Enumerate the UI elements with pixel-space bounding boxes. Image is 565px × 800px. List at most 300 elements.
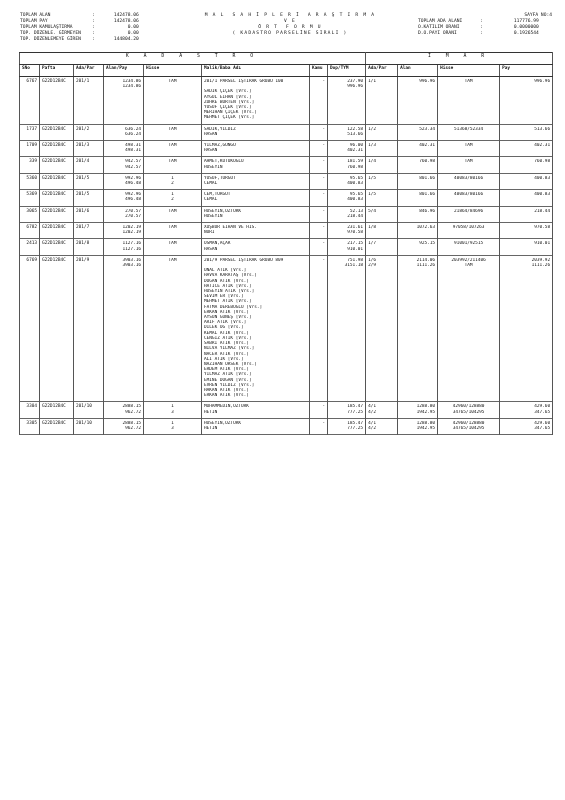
cell-alanpay [104,223,144,239]
cell-adapar: 201/10 [74,402,104,418]
summary-colon: : [480,19,483,24]
cell-kamu: - [310,190,328,206]
cell-sno: 3065 [20,206,40,222]
cell-hisse [144,418,202,434]
cell-line: ZÜHRE BURTEN [Vrs.] [204,99,255,105]
cell-hisse [144,77,202,125]
cell-line: HÜSEYİN,ÖZTÜRK [204,420,242,426]
cell-line: NAZİHAN ÖRSEK [Vrs.] [204,361,257,367]
cell-hisse [144,402,202,418]
cell-line: 2 [171,197,174,203]
cell-imar-adapar [366,173,398,189]
summary-line [418,31,552,37]
summary-colon: : [92,37,95,42]
cell-line: 400.83 [534,175,551,181]
column-header: Pay [500,65,553,77]
cell-imar-alan [398,157,438,173]
cell-line: 1/1 [368,79,377,84]
cell-line: 400.83 [534,192,551,198]
cell-line: 34765/104295 [452,409,485,415]
column-header: Hisse [144,65,202,77]
column-header: Kamu [310,65,328,77]
column-header: Malik/Baba Adı [202,65,310,77]
cell-imar-pay [500,223,553,239]
cell-line: ERDEM ATİK [Vrs.] [204,367,249,373]
cell-hisse [144,141,202,157]
cell-line: 1288.80 [416,420,436,426]
ownership-table [19,52,553,435]
cell-line: 181.59 [347,159,364,165]
cell-dop [328,255,366,401]
cell-line: 513.66 [534,126,551,132]
table-row [20,141,553,157]
cell-line: CEM,TURGUT [204,192,231,198]
cell-line: 751.98 [347,257,364,263]
cell-line: TAM [168,159,177,165]
cell-dop [328,418,366,434]
cell-pafta: G22D12B4C [40,255,74,401]
cell-line: NİLVA YILMAZ [Vrs.] [204,346,255,352]
cell-adapar: 201/4 [74,157,104,173]
cell-line: 201/9 PARSEL İŞTİRAK GRUBU 809 [204,257,284,263]
cell-kamu: - [310,157,328,173]
cell-line: 42960/128880 [452,420,485,426]
cell-pafta: G22D12B4C [40,239,74,255]
column-header: Alan [398,65,438,77]
cell-malik [202,255,310,401]
cell-hisse [144,190,202,206]
cell-line: TAM [464,143,473,149]
cell-line: 636.24 [125,126,141,132]
cell-line: 51368/52334 [454,126,484,132]
cell-alanpay [104,239,144,255]
cell-line: 3903.16 [122,257,141,263]
table-row [20,157,553,173]
cell-line: HASAN [204,148,218,154]
cell-imar-pay [500,190,553,206]
cell-line: TAM [168,208,177,214]
cell-line: XUŞBÜR EİHAN VE HİS. [204,225,257,231]
cell-line: 970.58 [347,230,364,236]
cell-kamu: - [310,173,328,189]
cell-sno: 3305 [20,418,40,434]
cell-line: MERİHAN ÇİÇEK [Vrs.] [204,110,257,116]
cell-line: 2114.06 [416,257,436,263]
cell-line: 400.83 [347,197,364,203]
cell-line: 1/7 [368,241,377,247]
summary-value: 0.1926544 [513,31,539,36]
cell-kamu: - [310,402,328,418]
title-line: ( KADASTRO PARSELİNE SIRALI ) [232,31,348,36]
cell-adapar: 201/1 [74,77,104,125]
cell-dop [328,223,366,239]
table-row [20,402,553,418]
cell-imar-pay [500,173,553,189]
cell-line: 429.60 [534,404,551,410]
cell-adapar: 201/5 [74,173,104,189]
cell-imar-adapar [366,255,398,401]
cell-line: 1234.86 [122,84,141,90]
cell-line: 4/1 [368,420,377,426]
cell-line: 1/5 [368,175,377,181]
cell-malik [202,124,310,140]
cell-imar-hisse [438,223,500,239]
cell-line: 97058/107263 [452,225,485,231]
cell-line: 1111.26 [416,263,436,269]
cell-imar-pay [500,77,553,125]
cell-line: 122.58 [347,126,364,132]
cell-line: 217.15 [347,241,364,247]
cell-line: 760.98 [347,164,364,170]
title-line: V E [284,19,296,24]
cell-alanpay [104,255,144,401]
section-imar: İ M A R [366,53,553,65]
cell-malik [202,141,310,157]
summary-colon: : [92,19,95,24]
cell-adapar: 201/3 [74,141,104,157]
cell-line: EVREN YILDIZ [Vrs.] [204,382,255,388]
cell-line: YILMAZ,GÜNGÜ [204,143,236,149]
cell-line: 910.01 [534,241,551,247]
cell-line: 270.57 [125,208,141,214]
cell-line: 218.44 [347,213,364,219]
cell-line: 429.60 [534,420,551,426]
cell-line: 270.57 [125,213,141,219]
cell-line: SADİK ÇİÇEK [Vrs.] [204,89,252,95]
cell-line: AYSUN GÜNEŞ [Vrs.] [204,315,252,321]
cell-line: 237.90 [347,79,364,84]
cell-line: 846.96 [419,208,436,214]
cell-line: HÜSEYİN,ÖZTÜRK [204,208,242,214]
cell-line: 1 [171,192,174,198]
cell-line: HAKAN ATİK [Vrs.] [204,387,249,393]
cell-adapar: 201/6 [74,206,104,222]
cell-line: SADIK,YILDIZ [204,126,236,132]
cell-adapar: 201/7 [74,223,104,239]
cell-line: 185.47 [347,420,364,426]
cell-line: 513.66 [347,131,364,137]
cell-line: 996.96 [419,79,436,84]
cell-line: 402.31 [347,148,364,154]
cell-line: 498.31 [125,148,141,154]
cell-line: HÜSEYİN ATİK [Vrs.] [204,289,255,295]
cell-sno: 1709 [20,141,40,157]
cell-hisse [144,223,202,239]
cell-line: ÜNAL ATİK [Vrs.] [204,268,247,274]
cell-line: 3903.16 [122,263,141,269]
cell-imar-hisse [438,77,500,125]
cell-kamu: - [310,255,328,401]
cell-line: 1942.95 [416,409,436,415]
cell-line: 992.96 [125,192,141,198]
header-summary-left [20,13,139,43]
cell-line: 801.66 [419,175,436,181]
table-row [20,206,553,222]
cell-dop [328,124,366,140]
cell-line: TAM [168,257,177,263]
cell-imar-adapar [366,141,398,157]
cell-imar-hisse [438,402,500,418]
cell-pafta: G22D12B4C [40,77,74,125]
cell-line: ARİF ATİK [Vrs.] [204,320,247,326]
cell-line: 925.15 [419,241,436,247]
cell-line: HETİN [204,409,218,415]
cell-line: 1288.80 [416,404,436,410]
summary-label: O.KATILIM ORANI [418,25,460,30]
table-row [20,255,553,401]
cell-malik [202,173,310,189]
cell-line: 95.65 [349,175,364,181]
cell-line: 347.65 [534,409,551,415]
cell-line: SEVİM ER [Vrs.] [204,294,244,300]
cell-line: 4/2 [368,425,377,431]
summary-label: TOPLAM ALAN [20,13,51,18]
cell-alanpay [104,402,144,418]
cell-line: 942.57 [125,159,141,165]
cell-line: 201/1 PARSEL İŞTİRAK GRUBU 100 [204,79,284,84]
column-header: Dop/TYM [328,65,366,77]
cell-imar-pay [500,402,553,418]
summary-label: TOP. DÜZENLE. GİRMEYEN [20,31,81,36]
cell-line: HAVVA KARATAŞ [Vrs.] [204,273,257,279]
cell-line: 203992/211406 [451,257,486,263]
cell-hisse [144,157,202,173]
cell-imar-alan [398,173,438,189]
summary-label: D.O.PAYI ORANI [418,31,457,36]
cell-line: 402.31 [419,143,436,149]
cell-line: TAM [168,225,177,231]
header-summary-right [418,13,552,37]
cell-imar-pay [500,255,553,401]
cell-kamu: - [310,124,328,140]
column-header: Pafta [40,65,74,77]
cell-imar-hisse [438,255,500,401]
cell-line: 4/2 [368,409,377,415]
cell-line: 96.00 [349,143,364,149]
cell-imar-alan [398,206,438,222]
cell-line: CEMAL [204,197,218,203]
cell-sno: 1737 [20,124,40,140]
cell-line: 1202.19 [122,230,141,236]
cell-line: HÜSEYİN [204,213,223,219]
cell-sno: 5360 [20,173,40,189]
cell-malik [202,223,310,239]
cell-line: FATMA DEREBOĞLU [Vrs.] [204,304,263,310]
cell-line: 496.48 [125,181,141,187]
cell-line: 1/5 [368,192,377,198]
cell-line: 962.72 [125,409,141,415]
cell-line: MUHAMMEDİN,ÖZTÜRK [204,404,249,410]
cell-malik [202,77,310,125]
column-header: Hisse [438,65,500,77]
cell-imar-alan [398,223,438,239]
cell-line: 970.58 [534,225,551,231]
cell-line: YILMAZ ATİK [Vrs.] [204,372,252,378]
cell-line: 1 [171,420,174,426]
cell-imar-adapar [366,239,398,255]
cell-imar-hisse [438,418,500,434]
cell-line: 5/4 [368,208,377,214]
cell-malik [202,239,310,255]
table-row [20,223,553,239]
title-line: Ö R T F O R M U [258,25,322,30]
cell-sno: 2413 [20,239,40,255]
summary-label: TOPLAM PAY [20,19,48,24]
cell-pafta: G22D12B4C [40,190,74,206]
cell-line: SABRİ ATİK [Vrs.] [204,341,249,347]
cell-line: NACER ATİK [Vrs.] [204,351,249,357]
cell-imar-hisse [438,124,500,140]
summary-value: 117776.99 [513,19,539,24]
cell-line: 1/6 [368,257,377,263]
cell-line: 636.24 [125,131,141,137]
cell-line: 962.72 [125,425,141,431]
summary-line [20,37,139,43]
cell-dop [328,157,366,173]
cell-imar-adapar [366,157,398,173]
cell-sno: 6769 [20,255,40,401]
cell-line: AHMET,KÜTÜKOĞLU [204,159,244,165]
cell-sno: 3304 [20,402,40,418]
cell-line: 1127.16 [122,246,141,252]
cell-kamu: - [310,77,328,125]
cell-imar-pay [500,124,553,140]
cell-line: HASAN [204,246,218,252]
cell-line: 1202.19 [122,225,141,231]
cell-pafta: G22D12B4C [40,206,74,222]
cell-line: YUSUF,TURGUT [204,175,236,181]
cell-malik [202,402,310,418]
cell-kamu: - [310,418,328,434]
cell-alanpay [104,124,144,140]
cell-line: HETİN [204,425,218,431]
cell-line: 1234.86 [122,79,141,84]
summary-colon: : [480,25,483,30]
cell-line: 1942.95 [416,425,436,431]
column-header: Ada/Par [74,65,104,77]
cell-line: 1127.16 [122,241,141,247]
cell-line: 2039.92 [531,257,551,263]
cell-line: DOĞAN ATİK [Vrs.] [204,278,249,284]
cell-line: 1/4 [368,159,377,165]
cell-pafta: G22D12B4C [40,124,74,140]
cell-line: TAM [168,126,177,132]
cell-pafta: G22D12B4C [40,418,74,434]
cell-imar-alan [398,418,438,434]
cell-line: 34765/104295 [452,425,485,431]
cell-imar-alan [398,124,438,140]
table-row [20,418,553,434]
cell-hisse [144,239,202,255]
cell-line: NURİ [204,230,215,236]
cell-line: 910.01 [347,246,364,252]
summary-value: 142478.06 [113,13,139,18]
cell-line: ERKAN ATİK [Vrs.] [204,309,249,315]
summary-colon: : [92,25,95,30]
summary-value: 0.00 [127,25,139,30]
cell-adapar: 201/9 [74,255,104,401]
cell-malik [202,206,310,222]
cell-line: HASAN [204,131,218,137]
cell-imar-alan [398,141,438,157]
cell-line: 3 [171,409,174,415]
cell-line: MEHMET ATİK [Vrs.] [204,299,252,305]
cell-hisse [144,124,202,140]
cell-imar-adapar [366,206,398,222]
cell-line: 996.96 [534,79,551,84]
cell-line: KEMAL ATİK [Vrs.] [204,330,249,336]
cell-line: 942.57 [125,164,141,170]
column-header: Ada/Par [366,65,398,77]
cell-line: 1/8 [368,225,377,231]
cell-line: TAM [464,263,473,269]
column-header-row [20,65,553,77]
cell-line: CENGİZ ATİK [Vrs.] [204,335,252,341]
cell-alanpay [104,190,144,206]
cell-imar-alan [398,239,438,255]
cell-dop [328,173,366,189]
cell-line: 1/3 [368,143,377,149]
cell-line: 52.13 [349,208,364,214]
table-row [20,239,553,255]
cell-line: 91001/92515 [454,241,484,247]
cell-line: DİLEK OĞ [Vrs.] [204,325,244,331]
cell-line: 2888.15 [122,420,141,426]
cell-alanpay [104,77,144,125]
cell-pafta: G22D12B4C [40,173,74,189]
cell-imar-hisse [438,157,500,173]
cell-line: 402.31 [534,143,551,149]
page-number: SAYFA NO:4 [524,13,552,18]
column-header: Alan/Pay [104,65,144,77]
cell-imar-pay [500,206,553,222]
cell-line: 231.61 [347,225,364,231]
cell-imar-alan [398,77,438,125]
cell-line: 185.47 [347,404,364,410]
cell-imar-adapar [366,77,398,125]
cell-kamu: - [310,141,328,157]
summary-value: 0.00 [127,31,139,36]
cell-line: 523.34 [419,126,436,132]
cell-adapar: 201/10 [74,418,104,434]
cell-imar-alan [398,190,438,206]
section-kadastro: K A D A S T R O [20,53,366,65]
cell-imar-adapar [366,124,398,140]
cell-line: HÜSEYİN [204,164,223,170]
cell-imar-alan [398,402,438,418]
cell-malik [202,157,310,173]
table-row [20,173,553,189]
table-row [20,77,553,125]
cell-line: 992.96 [125,175,141,181]
cell-line: 996.96 [347,84,364,90]
cell-dop [328,402,366,418]
cell-line: 218.44 [534,208,551,214]
summary-value: 0.0000000 [513,25,539,30]
cell-line: 95.65 [349,192,364,198]
table-row [20,124,553,140]
summary-colon: : [92,13,95,18]
table-row [20,190,553,206]
cell-dop [328,77,366,125]
cell-line: 2 [171,181,174,187]
cell-hisse [144,255,202,401]
cell-line: 40083/80166 [454,192,484,198]
cell-pafta: G22D12B4C [40,157,74,173]
document-title [150,13,430,37]
cell-pafta: G22D12B4C [40,141,74,157]
cell-adapar: 201/8 [74,239,104,255]
